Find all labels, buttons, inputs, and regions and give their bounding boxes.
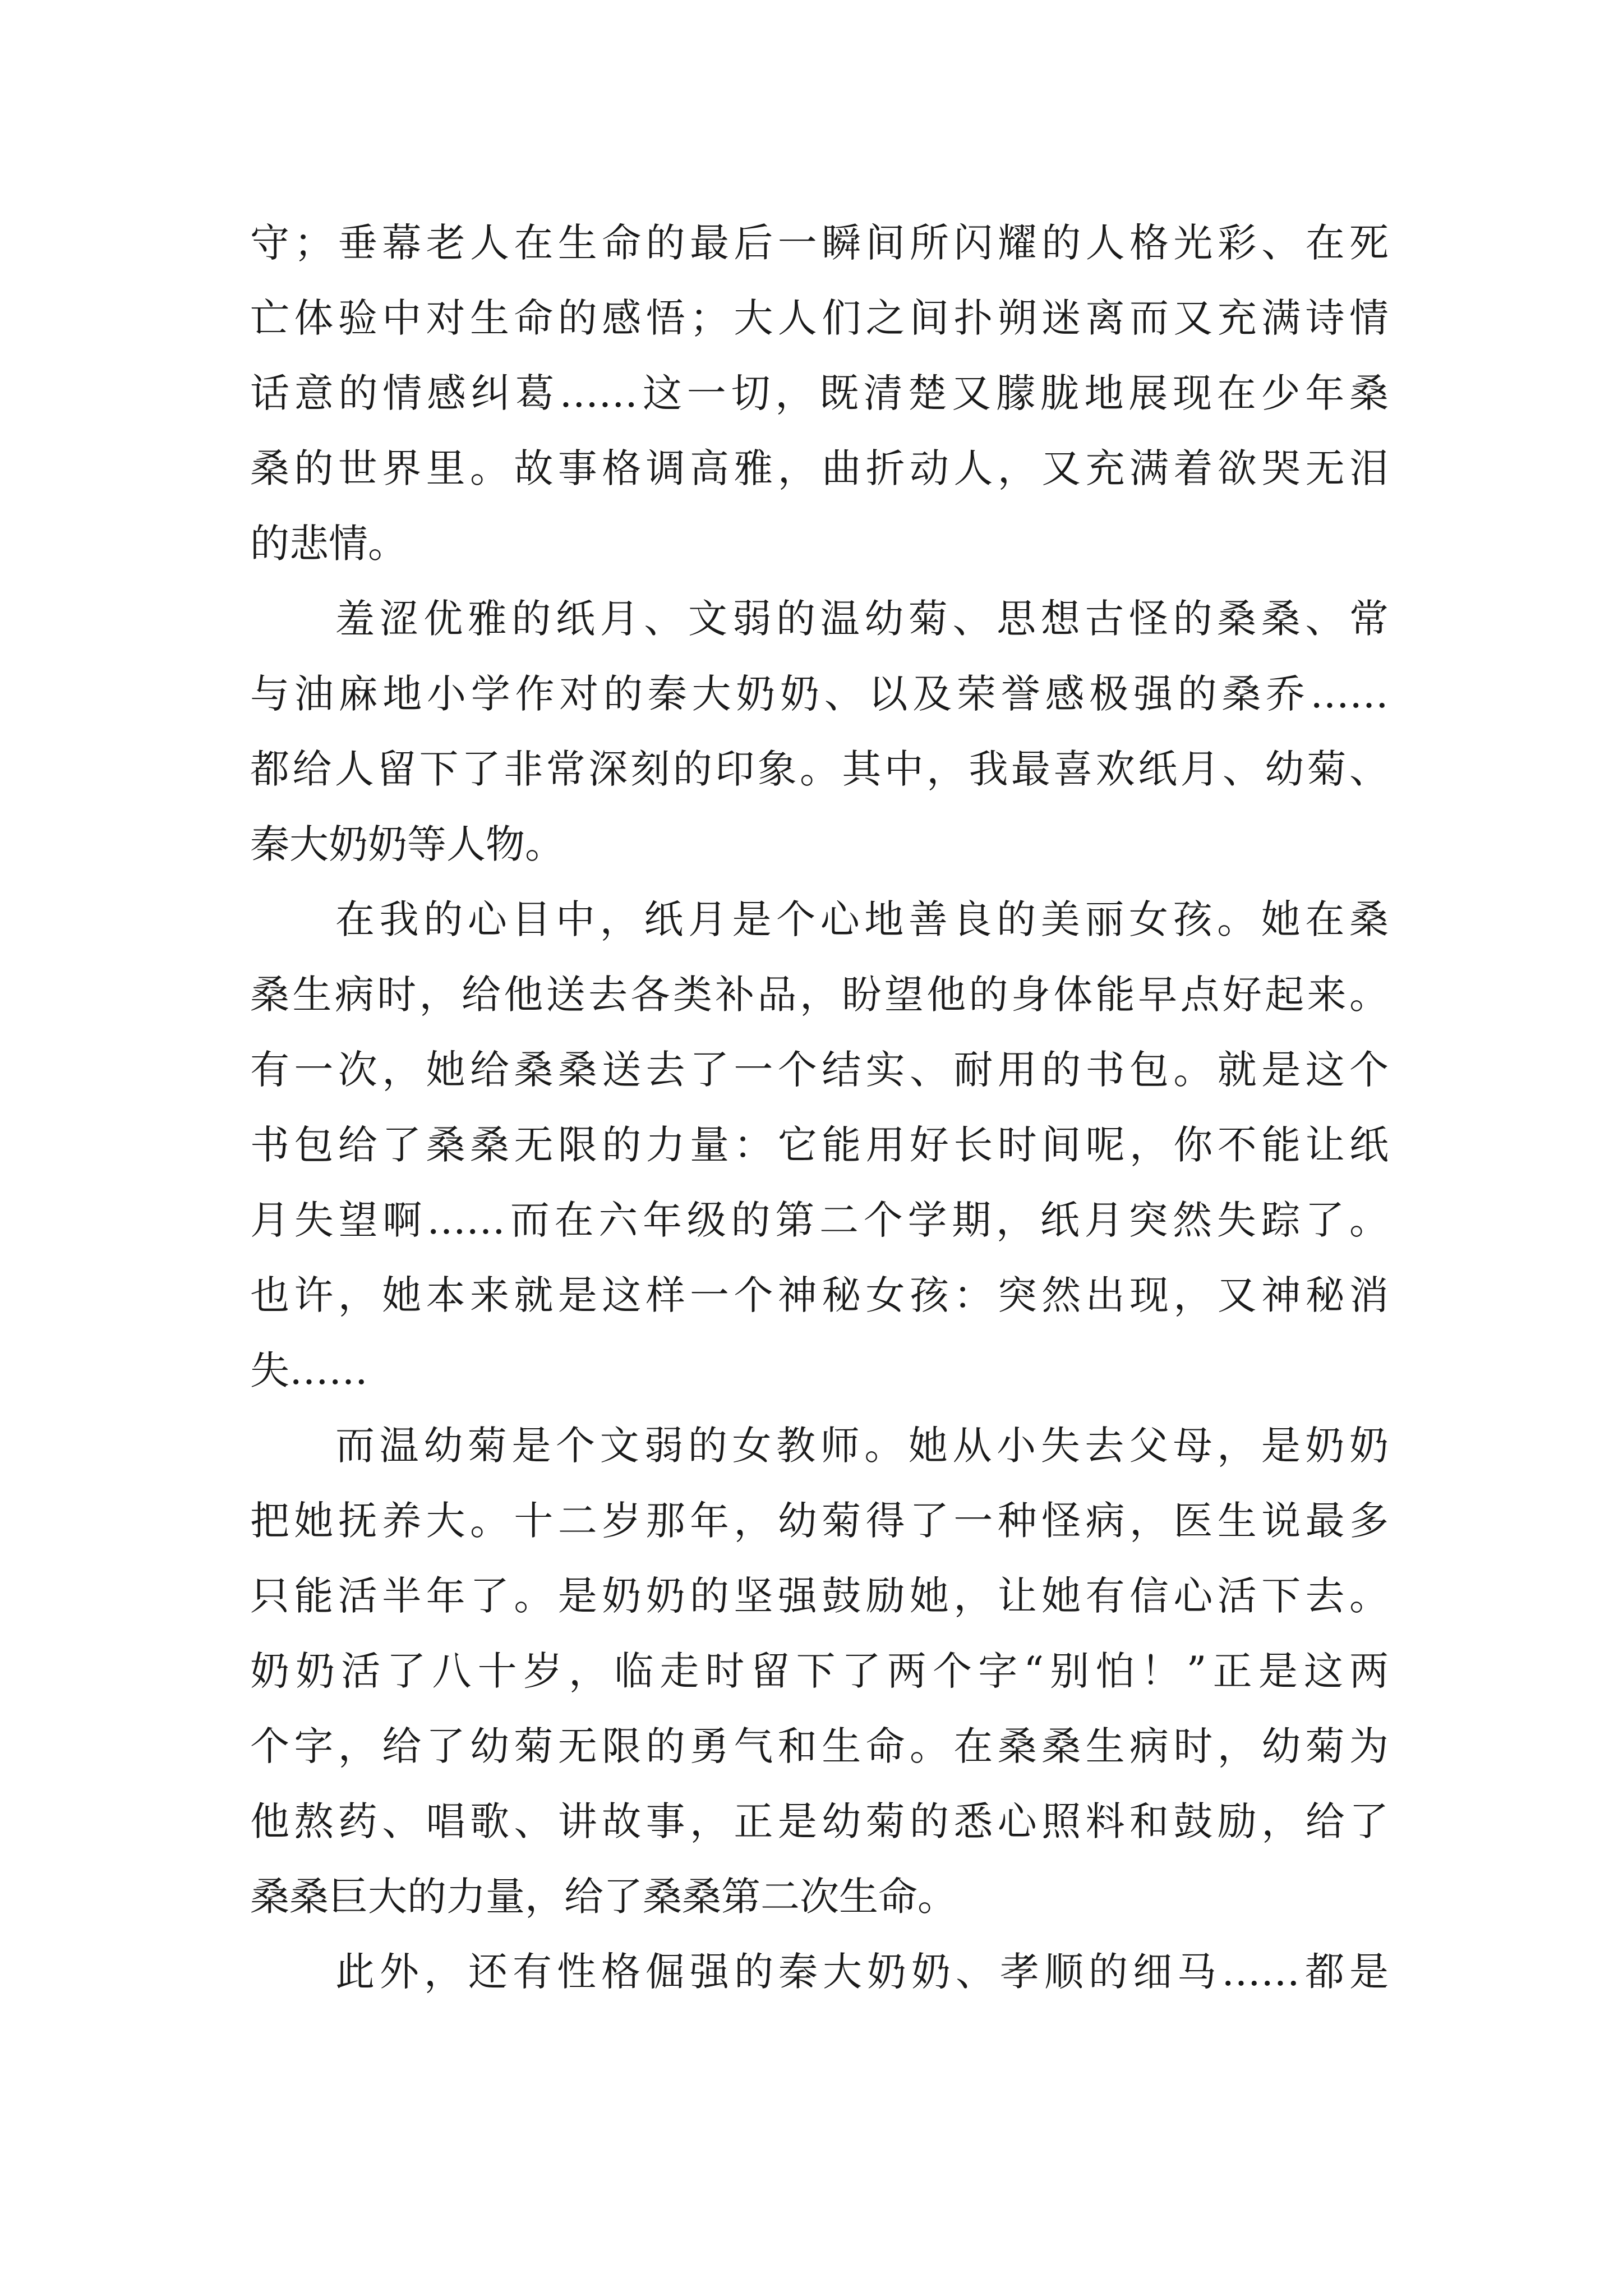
text-line: 在我的心目中，纸月是个心地善良的美丽女孩。她在桑 — [335, 896, 1389, 942]
text-line: 秦大奶奶等人物。 — [250, 821, 564, 867]
text-line: 都给人留下了非常深刻的印象。其中，我最喜欢纸月、幼菊、 — [250, 746, 1389, 792]
text-line: 也许，她本来就是这样一个神秘女孩：突然出现，又神秘消 — [250, 1272, 1389, 1318]
text-line: 羞涩优雅的纸月、文弱的温幼菊、思想古怪的桑桑、常 — [335, 596, 1389, 642]
text-line: 失…… — [250, 1347, 368, 1393]
text-line: 桑桑巨大的力量，给了桑桑第二次生命。 — [250, 1874, 957, 1920]
text-line: 他熬药、唱歌、讲故事，正是幼菊的悉心照料和鼓励，给了 — [250, 1798, 1389, 1844]
text-line: 个字，给了幼菊无限的勇气和生命。在桑桑生病时，幼菊为 — [250, 1723, 1389, 1769]
text-line: 亡体验中对生命的感悟；大人们之间扑朔迷离而又充满诗情 — [250, 295, 1389, 341]
text-line: 书包给了桑桑无限的力量：它能用好长时间呢，你不能让纸 — [250, 1122, 1389, 1168]
text-line: 与油麻地小学作对的秦大奶奶、以及荣誉感极强的桑乔…… — [250, 671, 1389, 717]
text-line: 奶奶活了八十岁，临走时留下了两个字“别怕！”正是这两 — [250, 1648, 1389, 1694]
text-line: 的悲情。 — [250, 521, 407, 567]
text-line: 只能活半年了。是奶奶的坚强鼓励她，让她有信心活下去。 — [250, 1573, 1389, 1619]
text-line: 把她抚养大。十二岁那年，幼菊得了一种怪病，医生说最多 — [250, 1498, 1389, 1544]
text-line: 有一次，她给桑桑送去了一个结实、耐用的书包。就是这个 — [250, 1047, 1389, 1093]
text-line: 桑生病时，给他送去各类补品，盼望他的身体能早点好起来。 — [250, 972, 1389, 1018]
text-line: 桑的世界里。故事格调高雅，曲折动人，又充满着欲哭无泪 — [250, 445, 1389, 491]
text-line: 月失望啊……而在六年级的第二个学期，纸月突然失踪了。 — [250, 1197, 1389, 1243]
text-line: 话意的情感纠葛……这一切，既清楚又朦胧地展现在少年桑 — [250, 370, 1389, 416]
text-line: 而温幼菊是个文弱的女教师。她从小失去父母，是奶奶 — [335, 1423, 1389, 1469]
text-line: 此外，还有性格倔强的秦大奶奶、孝顺的细马……都是 — [335, 1949, 1389, 1995]
text-line: 守；垂幕老人在生命的最后一瞬间所闪耀的人格光彩、在死 — [250, 220, 1389, 266]
